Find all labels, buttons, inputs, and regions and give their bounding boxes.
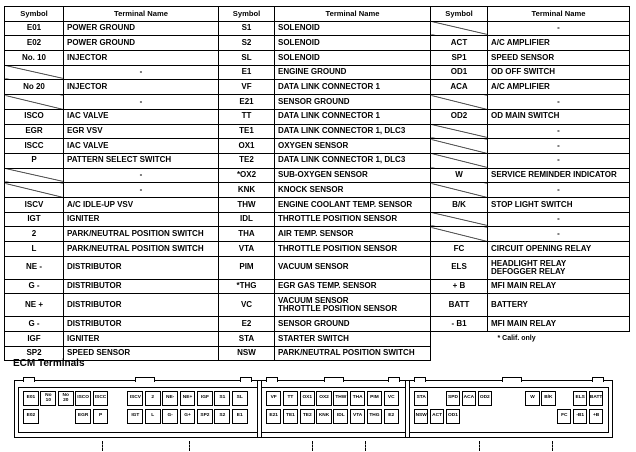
- terminal-name-cell: A/C IDLE-UP VSV: [64, 197, 219, 212]
- connector-pin: G-: [162, 409, 178, 424]
- terminal-row: [5, 109, 630, 124]
- symbol-cell: - B1: [431, 317, 488, 332]
- symbol-cell: ISCV: [5, 197, 64, 212]
- connector-pin: TE1: [283, 409, 298, 424]
- connector-pin: +B: [589, 409, 603, 424]
- symbol-cell: E2: [219, 317, 275, 332]
- symbol-cell: G -: [5, 317, 64, 332]
- terminal-name-cell: -: [488, 212, 630, 227]
- connector-pin: S2: [214, 409, 230, 424]
- symbol-cell: NE -: [5, 256, 64, 279]
- terminal-name-header: Terminal Name: [275, 7, 431, 22]
- terminal-name-cell: DISTRIBUTOR: [64, 279, 219, 294]
- connector-pin: EGR: [75, 409, 91, 424]
- connector-pin: ISCC: [93, 391, 109, 406]
- terminal-row: [5, 65, 630, 80]
- terminal-name-cell: STARTER SWITCH: [275, 332, 431, 347]
- terminal-name-cell: OD OFF SWITCH: [488, 65, 630, 80]
- connector-pin: W: [525, 391, 539, 406]
- connector-pin: [462, 409, 476, 424]
- terminal-name-cell: PARK/NEUTRAL POSITION SWITCH: [275, 346, 431, 361]
- connector-pin: VC: [384, 391, 399, 406]
- symbol-cell: E1: [219, 65, 275, 80]
- symbol-header: Symbol: [5, 7, 64, 22]
- terminal-name-cell: -: [488, 95, 630, 110]
- connector-pin: SPD: [446, 391, 460, 406]
- connector-pin: P: [93, 409, 109, 424]
- terminal-name-cell: INJECTOR: [64, 80, 219, 95]
- terminal-name-cell: A/C AMPLIFIER: [488, 80, 630, 95]
- symbol-cell: [5, 183, 64, 198]
- symbol-cell: B/K: [431, 197, 488, 212]
- connector-pin: NSW: [414, 409, 428, 424]
- connector-c: [405, 380, 613, 438]
- symbol-cell: VF: [219, 80, 275, 95]
- connector-pin: [110, 391, 126, 406]
- connector-pin: No 20: [58, 391, 74, 406]
- terminal-name-cell: IAC VALVE: [64, 109, 219, 124]
- terminal-name-cell: -: [488, 183, 630, 198]
- terminal-name-cell: -: [64, 168, 219, 183]
- connector-b: [257, 380, 410, 438]
- terminal-name-cell: SENSOR GROUND: [275, 317, 431, 332]
- connector-pin: TT: [283, 391, 298, 406]
- symbol-cell: ISCC: [5, 139, 64, 154]
- connector-pin: [509, 409, 523, 424]
- terminal-name-cell: IAC VALVE: [64, 139, 219, 154]
- terminal-name-cell: -: [488, 124, 630, 139]
- connector-pin: E21: [266, 409, 281, 424]
- terminal-name-cell: THROTTLE POSITION SENSOR: [275, 242, 431, 257]
- symbol-cell: [431, 21, 488, 36]
- terminal-row: [5, 256, 630, 279]
- symbol-cell: SL: [219, 51, 275, 66]
- terminal-name-cell: -: [488, 153, 630, 168]
- symbol-cell: VC: [219, 294, 275, 317]
- terminal-name-cell: MFI MAIN RELAY: [488, 317, 630, 332]
- connector-lead: [552, 441, 554, 451]
- connector-pin: [494, 391, 508, 406]
- connector-pin: NE+: [180, 391, 196, 406]
- terminal-name-cell: BATTERY: [488, 294, 630, 317]
- connector-pin: [525, 409, 539, 424]
- connector-pin: ELS: [573, 391, 587, 406]
- terminal-name-cell: CIRCUIT OPENING RELAY: [488, 242, 630, 257]
- symbol-cell: IGF: [5, 332, 64, 347]
- terminal-name-cell: DATA LINK CONNECTOR 1: [275, 109, 431, 124]
- symbol-cell: [431, 212, 488, 227]
- symbol-cell: IDL: [219, 212, 275, 227]
- terminal-row: [5, 294, 630, 317]
- connector-lead: [102, 441, 104, 451]
- symbol-cell: FC: [431, 242, 488, 257]
- terminal-row: [5, 242, 630, 257]
- terminal-name-cell: IGNITER: [64, 212, 219, 227]
- symbol-cell: TT: [219, 109, 275, 124]
- symbol-cell: KNK: [219, 183, 275, 198]
- terminal-row: [5, 139, 630, 154]
- terminal-name-cell: VACUUM SENSOR: [275, 256, 431, 279]
- terminal-name-cell: EGR GAS TEMP. SENSOR: [275, 279, 431, 294]
- terminal-name-cell: DATA LINK CONNECTOR 1: [275, 80, 431, 95]
- connector-pin: IGT: [127, 409, 143, 424]
- terminal-name-cell: SENSOR GROUND: [275, 95, 431, 110]
- symbol-header: Symbol: [219, 7, 275, 22]
- terminal-row: [5, 227, 630, 242]
- connector-pin: IDL: [333, 409, 348, 424]
- connector-pin: E02: [23, 409, 39, 424]
- terminal-row: [5, 80, 630, 95]
- symbol-cell: L: [5, 242, 64, 257]
- terminal-name-cell: INJECTOR: [64, 51, 219, 66]
- connector-pin: SL: [232, 391, 248, 406]
- symbol-cell: [431, 227, 488, 242]
- symbol-cell: OX1: [219, 139, 275, 154]
- connector-pin: [478, 409, 492, 424]
- header-row: [5, 7, 630, 22]
- terminal-row: [5, 153, 630, 168]
- connector-lead: [365, 441, 367, 451]
- terminal-name-cell: PARK/NEUTRAL POSITION SWITCH: [64, 227, 219, 242]
- symbol-cell: THA: [219, 227, 275, 242]
- terminal-name-cell: MFI MAIN RELAY: [488, 279, 630, 294]
- connector-pin: THW: [333, 391, 348, 406]
- connector-pin: [40, 409, 56, 424]
- terminal-name-cell: * Calif. only: [497, 334, 536, 342]
- connector-pin: ACA: [462, 391, 476, 406]
- symbol-cell: THW: [219, 197, 275, 212]
- symbol-cell: [431, 139, 488, 154]
- connector-pin: No 10: [40, 391, 56, 406]
- connector-pin: [509, 391, 523, 406]
- terminal-name-cell: SOLENOID: [275, 51, 431, 66]
- terminal-name-cell: DATA LINK CONNECTOR 1, DLC3: [275, 124, 431, 139]
- connector-pin: -B1: [573, 409, 587, 424]
- symbol-cell: ACT: [431, 36, 488, 51]
- connector-pin: VTA: [350, 409, 365, 424]
- symbol-cell: IGT: [5, 212, 64, 227]
- connector-pin: THG: [367, 409, 382, 424]
- terminal-name-cell: POWER GROUND: [64, 21, 219, 36]
- connector-pin: ISCV: [127, 391, 143, 406]
- terminal-row: [5, 183, 630, 198]
- connector-pin: PIM: [367, 391, 382, 406]
- symbol-cell: G -: [5, 279, 64, 294]
- symbol-cell: E01: [5, 21, 64, 36]
- terminal-name-cell: IGNITER: [64, 332, 219, 347]
- connector-a: [14, 380, 262, 438]
- symbol-cell: No 20: [5, 80, 64, 95]
- terminal-name-cell: DISTRIBUTOR: [64, 294, 219, 317]
- symbol-cell: [431, 183, 488, 198]
- connector-pin: OX2: [316, 391, 331, 406]
- connector-pin: OD2: [478, 391, 492, 406]
- terminal-name-cell: EGR VSV: [64, 124, 219, 139]
- terminal-name-header: Terminal Name: [64, 7, 219, 22]
- symbol-cell: NE +: [5, 294, 64, 317]
- connector-pin: E1: [232, 409, 248, 424]
- terminal-row: [5, 95, 630, 110]
- connector-pin: S1: [214, 391, 230, 406]
- connector-lead: [479, 441, 481, 451]
- terminal-row: [5, 212, 630, 227]
- connector-pin: TE2: [300, 409, 315, 424]
- connector-pin: KNK: [316, 409, 331, 424]
- terminal-name-header: Terminal Name: [488, 7, 630, 22]
- connector-pin: G+: [180, 409, 196, 424]
- connector-lead: [189, 441, 191, 451]
- terminal-name-cell: -: [64, 183, 219, 198]
- symbol-cell: + B: [431, 279, 488, 294]
- connector-pin: THA: [350, 391, 365, 406]
- symbol-cell: [5, 168, 64, 183]
- symbol-cell: NSW: [219, 346, 275, 361]
- connector-pin: [541, 409, 555, 424]
- terminal-name-cell: STOP LIGHT SWITCH: [488, 197, 630, 212]
- terminal-row: [5, 124, 630, 139]
- connector-pin: B/K: [541, 391, 555, 406]
- terminal-name-cell: ENGINE GROUND: [275, 65, 431, 80]
- terminal-name-cell: DISTRIBUTOR: [64, 317, 219, 332]
- symbol-cell: TE2: [219, 153, 275, 168]
- terminal-row: [5, 168, 630, 183]
- terminal-row: [5, 51, 630, 66]
- connector-pin: OD1: [446, 409, 460, 424]
- terminal-name-cell: -: [64, 65, 219, 80]
- connector-pin: BATT: [589, 391, 603, 406]
- symbol-cell: SP1: [431, 51, 488, 66]
- connector-pin: [58, 409, 74, 424]
- terminal-name-cell: HEADLIGHT RELAY DEFOGGER RELAY: [488, 256, 630, 279]
- symbol-cell: [431, 332, 488, 347]
- connector-pin: E2: [384, 409, 399, 424]
- symbol-cell: PIM: [219, 256, 275, 279]
- terminal-name-cell: DATA LINK CONNECTOR 1, DLC3: [275, 153, 431, 168]
- symbol-cell: [5, 95, 64, 110]
- terminal-name-cell: SUB-OXYGEN SENSOR: [275, 168, 431, 183]
- symbol-cell: No. 10: [5, 51, 64, 66]
- terminal-name-cell: -: [64, 95, 219, 110]
- connector-pin: STA: [414, 391, 428, 406]
- symbol-cell: TE1: [219, 124, 275, 139]
- terminal-row: [5, 279, 630, 294]
- connector-pin: VF: [266, 391, 281, 406]
- connector-pin: E01: [23, 391, 39, 406]
- terminal-row: [5, 332, 630, 347]
- connector-pin: [430, 391, 444, 406]
- symbol-cell: ACA: [431, 80, 488, 95]
- terminal-row: [5, 36, 630, 51]
- terminal-name-cell: SPEED SENSOR: [488, 51, 630, 66]
- symbol-cell: SP2: [5, 346, 64, 361]
- terminal-name-cell: DISTRIBUTOR: [64, 256, 219, 279]
- connector-pin: [557, 391, 571, 406]
- terminal-name-cell: -: [488, 227, 630, 242]
- symbol-cell: [431, 153, 488, 168]
- symbol-cell: BATT: [431, 294, 488, 317]
- symbol-cell: E21: [219, 95, 275, 110]
- terminal-name-cell: VACUUM SENSOR THROTTLE POSITION SENSOR: [275, 294, 431, 317]
- terminal-name-cell: -: [488, 139, 630, 154]
- symbol-cell: S2: [219, 36, 275, 51]
- connector-pin: ACT: [430, 409, 444, 424]
- symbol-header: Symbol: [431, 7, 488, 22]
- terminal-name-cell: SPEED SENSOR: [64, 346, 219, 361]
- symbol-cell: [431, 346, 488, 361]
- terminal-name-cell: OXYGEN SENSOR: [275, 139, 431, 154]
- terminal-name-cell: A/C AMPLIFIER: [488, 36, 630, 51]
- symbol-cell: [431, 95, 488, 110]
- connector-pin: ISCO: [75, 391, 91, 406]
- terminal-name-cell: SOLENOID: [275, 21, 431, 36]
- terminal-name-cell: SERVICE REMINDER INDICATOR: [488, 168, 630, 183]
- connector-pin: L: [145, 409, 161, 424]
- symbol-cell: E02: [5, 36, 64, 51]
- terminal-name-cell: POWER GROUND: [64, 36, 219, 51]
- terminal-table: [4, 6, 630, 361]
- connector-pin: SP2: [197, 409, 213, 424]
- symbol-cell: *THG: [219, 279, 275, 294]
- symbol-cell: *OX2: [219, 168, 275, 183]
- connector-pin: 2: [145, 391, 161, 406]
- terminal-row: [5, 21, 630, 36]
- terminal-name-cell: PARK/NEUTRAL POSITION SWITCH: [64, 242, 219, 257]
- symbol-cell: [431, 124, 488, 139]
- terminal-row: [5, 317, 630, 332]
- connector-pin: OX1: [300, 391, 315, 406]
- ecm-terminals-caption: ECM Terminals: [13, 358, 85, 369]
- symbol-cell: OD2: [431, 109, 488, 124]
- terminal-name-cell: [488, 346, 630, 361]
- symbol-cell: W: [431, 168, 488, 183]
- symbol-cell: OD1: [431, 65, 488, 80]
- terminal-name-cell: -: [488, 21, 630, 36]
- symbol-cell: STA: [219, 332, 275, 347]
- terminal-name-cell: SOLENOID: [275, 36, 431, 51]
- terminal-name-cell: OD MAIN SWITCH: [488, 109, 630, 124]
- connector-pin: [494, 409, 508, 424]
- symbol-cell: ELS: [431, 256, 488, 279]
- connector-pin: NE-: [162, 391, 178, 406]
- symbol-cell: S1: [219, 21, 275, 36]
- terminal-name-cell: KNOCK SENSOR: [275, 183, 431, 198]
- symbol-cell: [5, 65, 64, 80]
- connector-pin: IGF: [197, 391, 213, 406]
- symbol-cell: P: [5, 153, 64, 168]
- terminal-row: [5, 197, 630, 212]
- terminal-name-cell: ENGINE COOLANT TEMP. SENSOR: [275, 197, 431, 212]
- symbol-cell: 2: [5, 227, 64, 242]
- terminal-name-cell: AIR TEMP. SENSOR: [275, 227, 431, 242]
- terminal-row: [5, 346, 630, 361]
- terminal-name-cell: THROTTLE POSITION SENSOR: [275, 212, 431, 227]
- connector-pin: [110, 409, 126, 424]
- connector-pin: FC: [557, 409, 571, 424]
- terminal-name-cell: PATTERN SELECT SWITCH: [64, 153, 219, 168]
- connector-lead: [312, 441, 314, 451]
- symbol-cell: VTA: [219, 242, 275, 257]
- symbol-cell: ISCO: [5, 109, 64, 124]
- symbol-cell: EGR: [5, 124, 64, 139]
